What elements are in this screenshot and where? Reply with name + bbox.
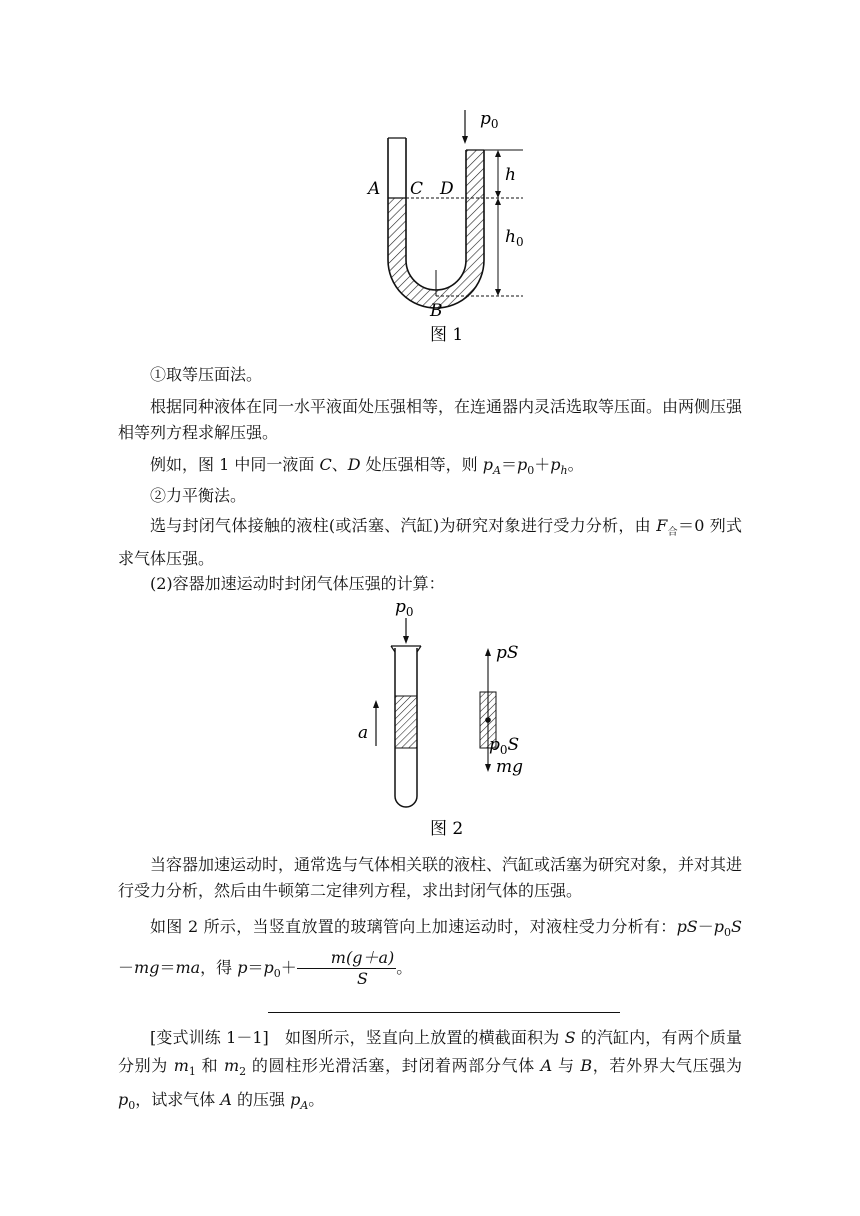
paragraph-1: ①取等压面法。	[150, 365, 263, 384]
label-h0: $h_0$	[505, 227, 524, 249]
label-a-accel: a	[358, 723, 369, 743]
label-h: h	[505, 165, 516, 185]
tube-inner	[406, 138, 466, 290]
paragraph-9-exercise: [变式训练 1－1] 如图所示，竖直向上放置的横截面积为 S 的汽缸内，有两个质量分别为 $m_1$ 和 $m_2$ 的圆柱形光滑活塞，封闭着两部分气体 A 与 B，若外界大气压强为 $p_0$，试求气体 A 的压强 $p_A$。	[118, 1028, 742, 1113]
paragraph-4: ②力平衡法。	[150, 486, 247, 505]
paragraph-6: (2)容器加速运动时封闭气体压强的计算：	[150, 574, 445, 593]
paragraph-7: 当容器加速运动时，通常选与气体相关联的液柱、汽缸或活塞为研究对象，并对其进行受力分析，然后由牛顿第二定律列方程，求出封闭气体的压强。	[118, 855, 743, 900]
fraction: $\frac{m(g+a)}{S}$	[297, 948, 396, 989]
label-a: A	[368, 179, 381, 199]
liquid-column	[395, 696, 417, 748]
label-ps: pS	[496, 643, 519, 663]
label-d: D	[440, 179, 454, 199]
label-p0: $p_0$	[480, 109, 499, 131]
label-p0s: $p_0S$	[489, 735, 520, 757]
label-c: C	[410, 179, 424, 199]
label-b: B	[430, 301, 443, 321]
paragraph-3: 例如，图 1 中同一液面 C、D 处压强相等，则 $p_A=p_0+p_h$。	[150, 455, 584, 478]
separator-rule	[268, 1012, 620, 1013]
figure-2-caption: 图 2	[430, 819, 464, 839]
figure-2-test-tube	[348, 596, 548, 846]
figure-1-caption: 图 1	[430, 325, 464, 345]
label-mg: mg	[496, 757, 524, 777]
paragraph-8: 如图 2 所示，当竖直放置的玻璃管向上加速运动时，对液柱受力分析有：$pS-p_0S-mg=ma$，得 $p=p_0+$ $\frac{m(g+a)}{S}$ 。	[118, 917, 742, 989]
paragraph-5: 选与封闭气体接触的液柱(或活塞、汽缸)为研究对象进行受力分析，由 $F_合=0$ 列式求气体压强。	[118, 516, 742, 569]
figure-1-u-tube	[348, 100, 548, 360]
paragraph-2: 根据同种液体在同一水平液面处压强相等，在连通器内灵活选取等压面。由两侧压强相等列方程求解压强。	[118, 397, 743, 442]
label-p0-2: $p_0$	[395, 597, 414, 619]
